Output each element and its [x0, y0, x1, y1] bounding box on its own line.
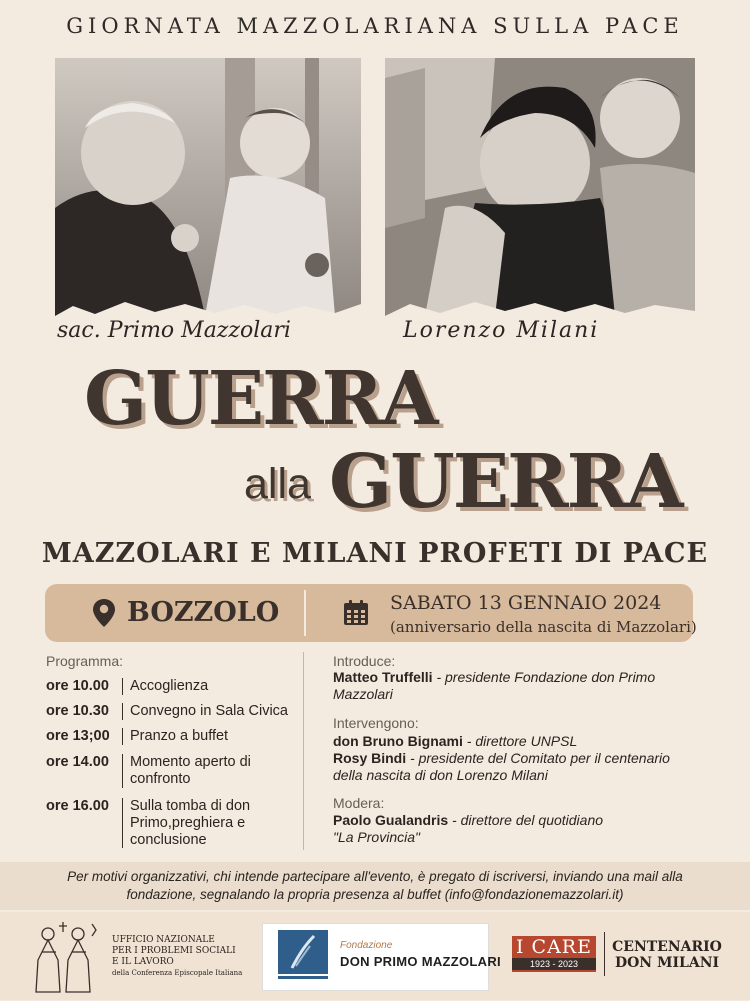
- subtitle: MAZZOLARI E MILANI PROFETI DI PACE: [41, 538, 709, 569]
- program-time: ore 13;00: [46, 728, 110, 744]
- speaker-name: don Bruno Bignami: [333, 733, 463, 749]
- signature-mazzolari: sac. Primo Mazzolari: [57, 318, 291, 343]
- program-desc: Momento aperto di confronto: [130, 754, 251, 787]
- i-care-text: I CARE: [516, 936, 592, 958]
- headline-guerra-2: GUERRA: [329, 439, 682, 525]
- programma-heading: Programma:: [46, 653, 124, 669]
- band-divider: [304, 590, 306, 636]
- fondazione-label: Fondazione: [340, 940, 393, 951]
- fondazione-emblem-icon: [274, 928, 332, 989]
- event-date: SABATO 13 GENNAIO 2024: [390, 592, 662, 614]
- speaker-entry: [333, 733, 703, 750]
- speaker-role: - presidente del Comitato per il centenario della nascita di don Lorenzo Milani: [333, 750, 670, 783]
- introduce-name: Matteo Truffelli: [333, 669, 433, 685]
- headline-alla: alla: [244, 460, 311, 508]
- event-date-note: (anniversario della nascita di Mazzolari): [390, 618, 697, 636]
- program-time: ore 10.00: [46, 678, 109, 694]
- modera-label: Modera:: [333, 795, 385, 811]
- modera-name: Paolo Gualandris: [333, 812, 449, 828]
- program-desc: Accoglienza: [130, 678, 209, 694]
- headline-guerra-1: GUERRA: [84, 356, 437, 442]
- footer-divider: [604, 932, 605, 976]
- centenario-block: [611, 939, 723, 971]
- program-time: ore 16.00: [46, 798, 109, 814]
- ufficio-line: UFFICIO NAZIONALE: [112, 935, 215, 945]
- centenario-line: CENTENARIO: [612, 939, 722, 955]
- i-care-logo: [512, 936, 596, 972]
- fondazione-name: DON PRIMO MAZZOLARI: [340, 954, 501, 969]
- event-title: GIORNATA MAZZOLARIANA SULLA PACE: [66, 14, 684, 38]
- modera-role: - direttore del quotidiano: [448, 812, 604, 828]
- ufficio-line: E IL LAVORO: [112, 957, 174, 967]
- i-care-years: 1923 - 2023: [512, 958, 596, 970]
- introduce-entry: [333, 669, 703, 702]
- program-desc: Convegno in Sala Civica: [130, 703, 288, 719]
- photo-mazzolari: [55, 58, 361, 316]
- column-divider: [303, 652, 304, 850]
- centenario-line: DON MILANI: [614, 955, 720, 971]
- program-desc: Pranzo a buffet: [130, 728, 229, 744]
- calendar-icon: [342, 599, 370, 632]
- location-pin-icon: [92, 598, 116, 633]
- speaker-entry: [333, 750, 703, 783]
- speaker-name: Rosy Bindi: [333, 750, 407, 766]
- intervengono-label: Intervengono:: [333, 715, 419, 731]
- event-place: BOZZOLO: [127, 597, 280, 628]
- program-divider: [122, 728, 123, 745]
- introduce-label: Introduce:: [333, 653, 396, 669]
- program-divider: [122, 703, 123, 720]
- signature-milani: Lorenzo Milani: [403, 318, 600, 343]
- saints-logo-icon: [22, 918, 106, 1001]
- program-divider: [122, 798, 123, 848]
- speaker-role: - direttore UNPSL: [462, 733, 578, 749]
- registration-notice: Per motivi organizzativi, chi intende partecipare all'evento, è pregato di iscriversi, inviando una mail alla fondazione, segnalando la propria presenza al buffet (info@fondazionemazzolari.it): [67, 869, 683, 902]
- program-divider: [122, 678, 123, 695]
- program-time: ore 10.30: [46, 703, 109, 719]
- photo-milani: [385, 58, 695, 316]
- ufficio-line: PER I PROBLEMI SOCIALI: [112, 946, 236, 956]
- introduce-role: - presidente Fondazione don Primo Mazzolari: [333, 669, 656, 702]
- modera-newspaper: "La Provincia": [333, 828, 420, 845]
- program-desc: Sulla tomba di don Primo,preghiera e conclusione: [130, 798, 251, 848]
- ufficio-nazionale-block: [112, 935, 242, 979]
- modera-entry: [333, 812, 703, 845]
- program-divider: [122, 754, 123, 788]
- program-time: ore 14.00: [46, 754, 109, 770]
- ufficio-line: della Conferenza Episcopale Italiana: [112, 969, 243, 977]
